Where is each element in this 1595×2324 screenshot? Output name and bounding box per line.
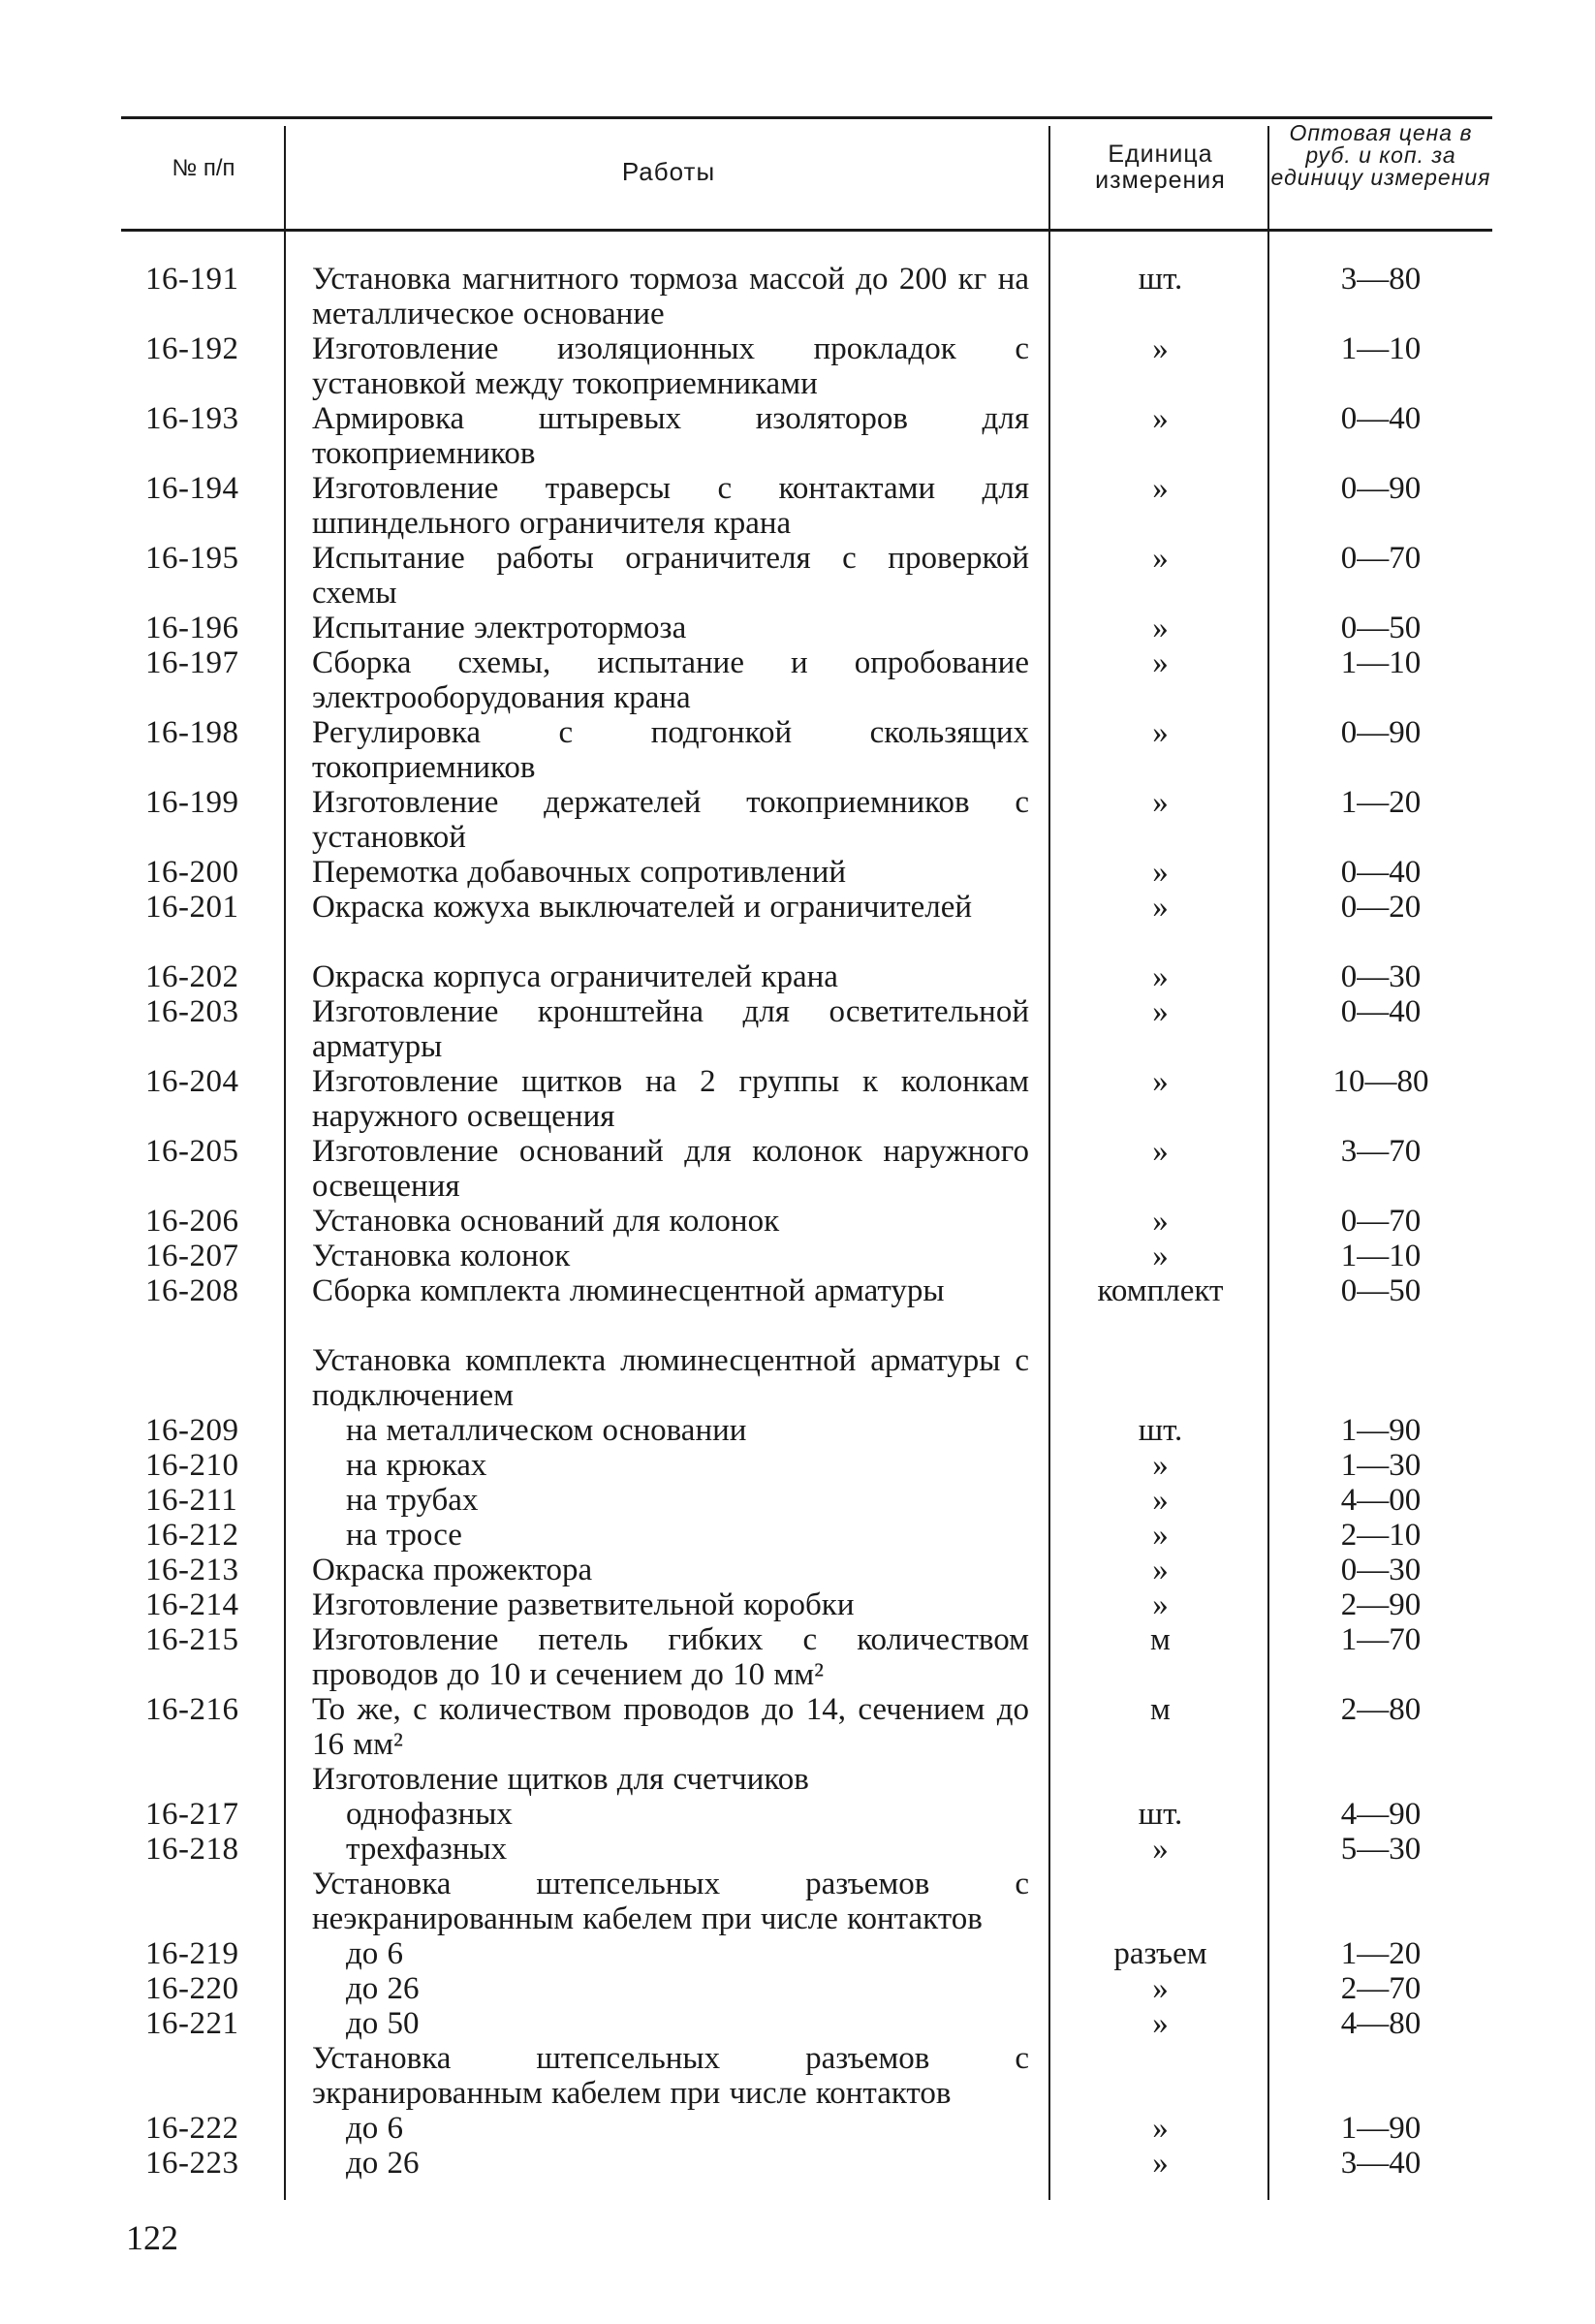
row-work: Установка комплекта люминесцентной арматуры с подключением — [312, 1343, 1029, 1413]
row-price: 0—40 — [1340, 994, 1422, 1029]
row-number: 16-215 — [145, 1622, 239, 1657]
row-number: 16-196 — [145, 611, 239, 645]
row-number: 16-222 — [145, 2111, 239, 2146]
row-unit: » — [1152, 611, 1169, 645]
row-price: 0—70 — [1340, 541, 1422, 576]
row-unit: » — [1152, 645, 1169, 680]
row-price: 1—90 — [1340, 2111, 1422, 2146]
row-work: Изготовление петель гибких с количеством проводов до 10 и сечением до 10 мм² — [312, 1622, 1029, 1692]
row-unit: » — [1152, 1448, 1169, 1483]
row-unit: » — [1152, 1134, 1169, 1169]
row-work: до 6 — [346, 2111, 404, 2146]
row-number: 16-191 — [145, 262, 239, 297]
row-price: 0—50 — [1340, 611, 1422, 645]
row-price: 5—30 — [1340, 1832, 1422, 1867]
row-unit: » — [1152, 2006, 1169, 2041]
row-work: Испытание электротормоза — [312, 611, 687, 645]
row-unit: » — [1152, 1483, 1169, 1518]
row-unit: м — [1150, 1692, 1171, 1727]
header-bottom-rule — [121, 229, 1492, 232]
row-work: Установка колонок — [312, 1239, 571, 1273]
row-price: 0—20 — [1340, 890, 1422, 925]
row-unit: » — [1152, 2146, 1169, 2181]
row-number: 16-214 — [145, 1587, 239, 1622]
row-number: 16-197 — [145, 645, 239, 680]
row-price: 0—40 — [1340, 401, 1422, 436]
row-work: Перемотка добавочных сопротивлений — [312, 855, 847, 890]
row-unit: » — [1152, 1587, 1169, 1622]
row-number: 16-221 — [145, 2006, 239, 2041]
row-unit: » — [1152, 890, 1169, 925]
column-divider-1 — [284, 126, 286, 2200]
row-number: 16-204 — [145, 1064, 239, 1099]
row-number: 16-209 — [145, 1413, 239, 1448]
row-price: 1—10 — [1340, 1239, 1422, 1273]
row-price: 3—80 — [1340, 262, 1422, 297]
row-unit: » — [1152, 1239, 1169, 1273]
row-price: 2—80 — [1340, 1692, 1422, 1727]
row-unit: » — [1152, 331, 1169, 366]
row-work: Регулировка с подгонкой скользящих токоприемников — [312, 715, 1029, 785]
row-work: Армировка штыревых изоляторов для токоприемников — [312, 401, 1029, 471]
row-number: 16-207 — [145, 1239, 239, 1273]
row-unit: » — [1152, 471, 1169, 506]
row-number: 16-213 — [145, 1553, 239, 1587]
row-unit: » — [1152, 2111, 1169, 2146]
row-price: 2—10 — [1340, 1518, 1422, 1553]
row-number: 16-206 — [145, 1204, 239, 1239]
row-work: Изготовление щитков на 2 группы к колонкам наружного освещения — [312, 1064, 1029, 1134]
row-work: Окраска прожектора — [312, 1553, 593, 1587]
row-work: до 6 — [346, 1936, 404, 1971]
row-price: 2—90 — [1340, 1587, 1422, 1622]
row-work: на крюках — [346, 1448, 487, 1483]
row-work: Изготовление держателей токоприемников с установкой — [312, 785, 1029, 855]
row-number: 16-212 — [145, 1518, 239, 1553]
row-price: 0—50 — [1340, 1273, 1422, 1308]
row-unit: м — [1150, 1622, 1171, 1657]
row-work: на металлическом основании — [346, 1413, 747, 1448]
row-price: 3—40 — [1340, 2146, 1422, 2181]
row-price: 10—80 — [1332, 1064, 1429, 1099]
row-price: 0—30 — [1340, 1553, 1422, 1587]
row-price: 3—70 — [1340, 1134, 1422, 1169]
row-price: 1—70 — [1340, 1622, 1422, 1657]
row-work: Изготовление изоляционных прокладок с установкой между токоприемниками — [312, 331, 1029, 401]
row-unit: шт. — [1138, 1797, 1183, 1832]
row-unit: » — [1152, 855, 1169, 890]
row-unit: » — [1152, 994, 1169, 1029]
row-number: 16-210 — [145, 1448, 239, 1483]
row-unit: » — [1152, 1832, 1169, 1867]
row-work: Изготовление разветвительной коробки — [312, 1587, 855, 1622]
row-price: 1—90 — [1340, 1413, 1422, 1448]
row-unit: » — [1152, 1204, 1169, 1239]
row-number: 16-195 — [145, 541, 239, 576]
row-work: до 26 — [346, 1971, 420, 2006]
row-work: Установка штепсельных разъемов с неэкранированным кабелем при числе контактов — [312, 1867, 1029, 1936]
row-price: 4—90 — [1340, 1797, 1422, 1832]
header-unit: Единица измерения — [1095, 141, 1226, 194]
row-unit: » — [1152, 1518, 1169, 1553]
row-number: 16-223 — [145, 2146, 239, 2181]
row-unit: » — [1152, 715, 1169, 750]
row-number: 16-220 — [145, 1971, 239, 2006]
row-unit: разъем — [1113, 1936, 1207, 1971]
row-price: 4—00 — [1340, 1483, 1422, 1518]
row-number: 16-211 — [145, 1483, 238, 1518]
column-divider-2 — [1048, 126, 1050, 2200]
row-work: То же, с количеством проводов до 14, сечением до 16 мм² — [312, 1692, 1029, 1762]
header-work: Работы — [621, 157, 716, 186]
row-unit: » — [1152, 401, 1169, 436]
row-unit: » — [1152, 1064, 1169, 1099]
row-number: 16-208 — [145, 1273, 239, 1308]
row-number: 16-203 — [145, 994, 239, 1029]
row-work: до 26 — [346, 2146, 420, 2181]
row-price: 1—20 — [1340, 785, 1422, 820]
row-unit: » — [1152, 1971, 1169, 2006]
row-work: Установка оснований для колонок — [312, 1204, 780, 1239]
table-top-rule — [121, 116, 1492, 119]
row-work: Сборка комплекта люминесцентной арматуры — [312, 1273, 945, 1308]
row-price: 0—30 — [1340, 959, 1422, 994]
row-number: 16-205 — [145, 1134, 239, 1169]
row-number: 16-199 — [145, 785, 239, 820]
row-work: Сборка схемы, испытание и опробование электрооборудования крана — [312, 645, 1029, 715]
row-number: 16-198 — [145, 715, 239, 750]
row-number: 16-194 — [145, 471, 239, 506]
header-number: № п/п — [172, 155, 235, 181]
row-work: Изготовление кронштейна для осветительной арматуры — [312, 994, 1029, 1064]
row-work: трехфазных — [346, 1832, 508, 1867]
row-unit: шт. — [1138, 1413, 1183, 1448]
row-work: на тросе — [346, 1518, 462, 1553]
row-work: Установка штепсельных разъемов с экранированным кабелем при числе контактов — [312, 2041, 1029, 2111]
header-price: Оптовая цена в руб. и коп. за единицу измерения — [1270, 120, 1491, 190]
row-unit: » — [1152, 1553, 1169, 1587]
row-work: на трубах — [346, 1483, 479, 1518]
row-work: однофазных — [346, 1797, 513, 1832]
row-price: 4—80 — [1340, 2006, 1422, 2041]
row-price: 0—40 — [1340, 855, 1422, 890]
row-work: Испытание работы ограничителя с проверкой схемы — [312, 541, 1029, 611]
row-work: Изготовление траверсы с контактами для шпиндельного ограничителя крана — [312, 471, 1029, 541]
row-unit: » — [1152, 541, 1169, 576]
row-number: 16-200 — [145, 855, 239, 890]
row-number: 16-219 — [145, 1936, 239, 1971]
row-unit: шт. — [1138, 262, 1183, 297]
row-unit: » — [1152, 785, 1169, 820]
row-unit: комплект — [1097, 1273, 1224, 1308]
row-price: 0—90 — [1340, 471, 1422, 506]
row-work: Установка магнитного тормоза массой до 200 кг на металлическое основание — [312, 262, 1029, 331]
row-number: 16-218 — [145, 1832, 239, 1867]
row-price: 0—70 — [1340, 1204, 1422, 1239]
page-number: 122 — [126, 2218, 178, 2257]
row-price: 2—70 — [1340, 1971, 1422, 2006]
row-number: 16-202 — [145, 959, 239, 994]
row-work: Окраска кожуха выключателей и ограничителей — [312, 890, 973, 925]
row-number: 16-201 — [145, 890, 239, 925]
row-number: 16-192 — [145, 331, 239, 366]
row-work: до 50 — [346, 2006, 420, 2041]
row-work: Изготовление оснований для колонок наружного освещения — [312, 1134, 1029, 1204]
row-price: 1—10 — [1340, 331, 1422, 366]
row-price: 1—30 — [1340, 1448, 1422, 1483]
row-number: 16-193 — [145, 401, 239, 436]
row-unit: » — [1152, 959, 1169, 994]
row-price: 0—90 — [1340, 715, 1422, 750]
row-price: 1—10 — [1340, 645, 1422, 680]
row-price: 1—20 — [1340, 1936, 1422, 1971]
row-work: Изготовление щитков для счетчиков — [312, 1762, 809, 1797]
row-number: 16-216 — [145, 1692, 239, 1727]
row-work: Окраска корпуса ограничителей крана — [312, 959, 838, 994]
row-number: 16-217 — [145, 1797, 239, 1832]
